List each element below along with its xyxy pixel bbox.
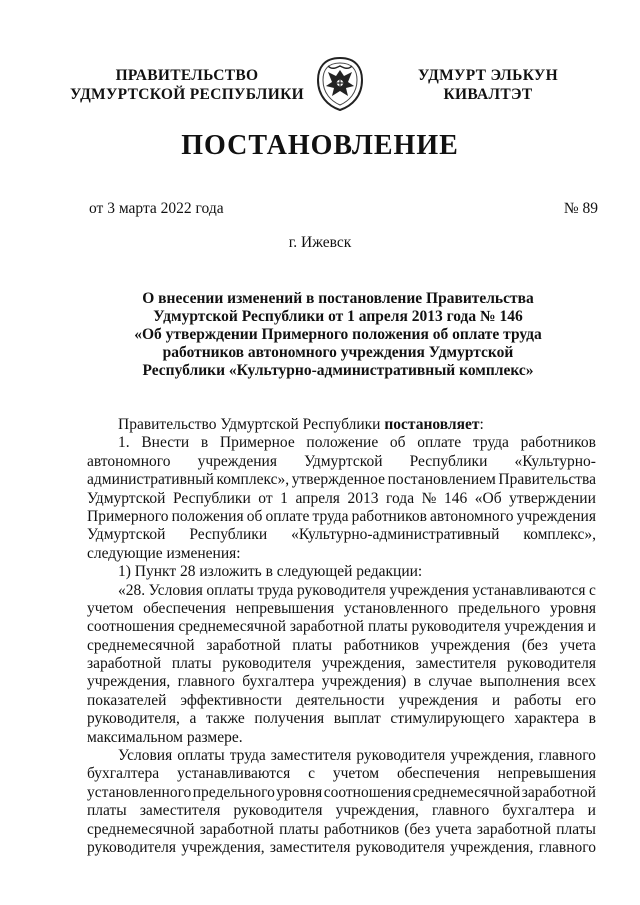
- text-line: [87, 673, 596, 691]
- word: руководителя: [87, 838, 177, 856]
- word: с: [589, 581, 596, 599]
- word: (без: [404, 820, 431, 838]
- text-line: [87, 453, 596, 471]
- text-line: [87, 434, 596, 452]
- word: всех: [567, 673, 596, 691]
- word: деятельности: [295, 691, 385, 709]
- word: учреждения,: [181, 838, 265, 856]
- word: (без: [521, 636, 548, 654]
- paragraph-1: [87, 434, 596, 544]
- word: 2013: [347, 489, 379, 507]
- word: руководителя,: [87, 710, 180, 728]
- word: «28.: [118, 581, 146, 599]
- word: установленного: [87, 783, 192, 801]
- word: учетом: [87, 599, 134, 617]
- word: №: [421, 489, 437, 507]
- word: платы: [279, 820, 319, 838]
- word: работников: [323, 820, 400, 838]
- word: эффективности: [180, 691, 282, 709]
- word: учета: [559, 636, 596, 654]
- word: обеспечения: [143, 599, 226, 617]
- word: характера: [514, 710, 579, 728]
- word: заработной: [521, 783, 596, 801]
- document-number: № 89: [563, 200, 598, 217]
- government-name-ru-line2: УДМУРТСКОЙ РЕСПУБЛИКИ: [69, 86, 304, 103]
- word: учреждения,: [450, 747, 534, 765]
- word: учета: [435, 820, 472, 838]
- word: Примерное: [219, 434, 295, 452]
- word: заработной: [476, 820, 552, 838]
- document-type-title: ПОСТАНОВЛЕНИЕ: [181, 130, 459, 161]
- subject-line: «Об утверждении Примерного положения об оплате труда: [134, 326, 542, 343]
- word: Примерного: [87, 507, 169, 525]
- word: среднемесячной: [178, 618, 286, 636]
- word: предельного: [458, 599, 541, 617]
- subject-line: О внесении изменений в постановление Правительства: [142, 290, 534, 307]
- word: оплаты: [177, 747, 225, 765]
- word: постановлением: [387, 471, 496, 489]
- word: уровня: [550, 599, 596, 617]
- word: апреля: [295, 489, 340, 507]
- government-name-ru-line1: ПРАВИТЕЛЬСТВО: [115, 67, 259, 84]
- word: работников: [351, 507, 427, 525]
- word: оплате: [265, 507, 310, 525]
- word: труда: [472, 434, 509, 452]
- word: заработной: [199, 820, 274, 838]
- word: руководителя: [356, 747, 446, 765]
- text-line: [87, 839, 596, 857]
- word: соотношения: [323, 783, 412, 801]
- word: учреждения: [516, 507, 596, 525]
- word: получения: [254, 710, 325, 728]
- word: в: [413, 673, 422, 691]
- word: Удмуртской: [87, 489, 166, 507]
- word: года: [386, 489, 415, 507]
- word: автономного: [430, 507, 514, 525]
- text-line: [87, 655, 596, 673]
- word: Республики: [189, 526, 268, 544]
- word: учреждения,: [87, 673, 171, 691]
- word: учреждения: [504, 618, 584, 636]
- government-name-udm-line2: КИВАЛТЭТ: [443, 86, 533, 103]
- word: Правительства: [498, 471, 596, 489]
- word: учреждения,: [450, 838, 534, 856]
- word: выплат: [333, 710, 381, 728]
- word: учреждения,: [321, 655, 406, 673]
- word: выполнения: [479, 673, 560, 691]
- word: устанавливаются: [472, 581, 586, 599]
- word: главного: [538, 838, 596, 856]
- word: учреждения: [430, 636, 511, 654]
- text-line: [87, 490, 596, 508]
- word: главного: [431, 802, 490, 820]
- word: с: [308, 765, 315, 783]
- government-name-udm-line1: УДМУРТ ЭЛЬКУН: [418, 67, 558, 84]
- text-line: [87, 710, 596, 728]
- paragraph-1-last-line: следующие изменения:: [87, 544, 241, 562]
- item-1: 1) Пункт 28 изложить в следующей редакции:: [118, 563, 423, 581]
- text-line: [87, 747, 596, 765]
- intro-paragraph: [87, 416, 596, 434]
- text-line: [87, 508, 596, 526]
- word: обеспечения: [396, 765, 480, 783]
- udmurt-coat-of-arms-icon: [314, 56, 366, 112]
- word: и: [587, 618, 596, 636]
- word: учреждения,: [335, 802, 419, 820]
- word: работников: [343, 636, 419, 654]
- intro-colon: :: [479, 416, 484, 433]
- word: Внести: [141, 434, 190, 452]
- word: стимулирующего: [390, 710, 505, 728]
- word: руководителя: [222, 655, 312, 673]
- document-city: г. Ижевск: [288, 234, 352, 251]
- word: Условия: [148, 581, 203, 599]
- word: 1: [280, 489, 288, 507]
- word: в: [200, 434, 209, 452]
- word: об: [246, 507, 263, 525]
- word: Республики: [409, 452, 488, 470]
- word: заработной: [206, 636, 281, 654]
- text-line: [87, 637, 596, 655]
- subject-line: Республики «Культурно-административный комплекс»: [142, 362, 534, 379]
- word: положение: [306, 434, 379, 452]
- word: работы: [514, 691, 562, 709]
- word: руководителя: [355, 838, 445, 856]
- word: Удмуртской: [87, 526, 166, 544]
- word: главного: [177, 673, 235, 691]
- word: среднемесячной: [87, 636, 195, 654]
- word: труда: [312, 507, 349, 525]
- word: утверждении: [509, 489, 596, 507]
- word: непревышения: [497, 765, 596, 783]
- paragraph-2: [87, 747, 596, 857]
- word: среднемесячной: [87, 820, 195, 838]
- word: учреждения: [197, 452, 277, 470]
- word: платы: [171, 655, 212, 673]
- word: учетом: [332, 765, 380, 783]
- word: случае: [428, 673, 473, 691]
- word: от: [258, 489, 273, 507]
- word: работников: [520, 434, 596, 452]
- word: платы: [87, 802, 127, 820]
- word: среднемесячной: [412, 783, 521, 801]
- text-line: [87, 582, 596, 600]
- text-line: [87, 802, 596, 820]
- word: заработной: [289, 618, 365, 636]
- word: оплате: [417, 434, 462, 452]
- word: установленного: [343, 599, 449, 617]
- word: устанавливаются: [177, 765, 291, 783]
- word: в: [588, 710, 596, 728]
- word: платы: [556, 820, 596, 838]
- word: руководителя: [506, 655, 596, 673]
- word: административный: [87, 471, 214, 489]
- text-line: [87, 618, 596, 636]
- word: его: [575, 691, 596, 709]
- word: уровня: [276, 783, 323, 801]
- intro-keyword: постановляет: [384, 416, 480, 433]
- word: также: [206, 710, 245, 728]
- word: «Культурно-: [514, 452, 596, 470]
- word: Удмуртской: [304, 452, 383, 470]
- word: учреждения: [398, 691, 478, 709]
- paragraph-28: [87, 582, 596, 729]
- word: 146: [443, 489, 468, 507]
- subject-line: работников автономного учреждения Удмуртской: [162, 344, 514, 361]
- paragraph-28-last-text: максимальном размере.: [87, 728, 243, 746]
- text-line: [87, 526, 596, 544]
- word: показателей: [87, 691, 167, 709]
- word: а: [189, 710, 197, 728]
- intro-text: Правительство Удмуртской Республики: [118, 416, 385, 433]
- word: соотношения: [87, 618, 175, 636]
- word: непревышения: [235, 599, 335, 617]
- document-date: от 3 марта 2022 года: [89, 200, 224, 217]
- word: заместителя: [270, 747, 352, 765]
- document-subject: [0, 290, 640, 380]
- word: бухгалтера: [87, 765, 160, 783]
- paragraph-28-last-line: [87, 729, 596, 747]
- word: заместителя: [139, 802, 221, 820]
- word: утвержденное: [291, 471, 385, 489]
- text-line: [87, 821, 596, 839]
- word: Республики: [172, 489, 251, 507]
- word: и: [491, 691, 501, 709]
- word: заместителя: [415, 655, 497, 673]
- government-name-udm: [388, 66, 588, 104]
- word: руководителя: [233, 802, 323, 820]
- word: оплаты: [206, 581, 254, 599]
- word: бухгалтера: [502, 802, 575, 820]
- word: учреждения): [321, 673, 407, 691]
- word: Условия: [118, 747, 173, 765]
- word: «Об: [474, 489, 502, 507]
- word: 1.: [118, 434, 130, 452]
- word: заработной: [87, 655, 162, 673]
- text-line: [87, 471, 596, 489]
- document-body: [87, 416, 596, 857]
- word: об: [389, 434, 406, 452]
- subject-line: Удмуртской Республики от 1 апреля 2013 года № 146: [153, 308, 523, 325]
- text-line: [87, 765, 596, 783]
- word: и: [587, 802, 596, 820]
- word: платы: [292, 636, 332, 654]
- word: комплекс»,: [216, 471, 290, 489]
- word: «Культурно-административный: [291, 526, 500, 544]
- text-line: [87, 600, 596, 618]
- word: труда: [257, 581, 294, 599]
- word: положения: [171, 507, 244, 525]
- text-line: [87, 784, 596, 802]
- word: платы: [367, 618, 408, 636]
- word: бухгалтера: [242, 673, 315, 691]
- word: автономного: [87, 452, 171, 470]
- word: заместителя: [269, 838, 351, 856]
- word: учреждения: [389, 581, 469, 599]
- word: руководителя: [411, 618, 501, 636]
- word: главного: [538, 747, 596, 765]
- word: труда: [229, 747, 266, 765]
- word: предельного: [192, 783, 275, 801]
- government-name-ru: [62, 66, 312, 104]
- text-line: [87, 692, 596, 710]
- word: руководителя: [296, 581, 386, 599]
- word: комплекс»,: [523, 526, 596, 544]
